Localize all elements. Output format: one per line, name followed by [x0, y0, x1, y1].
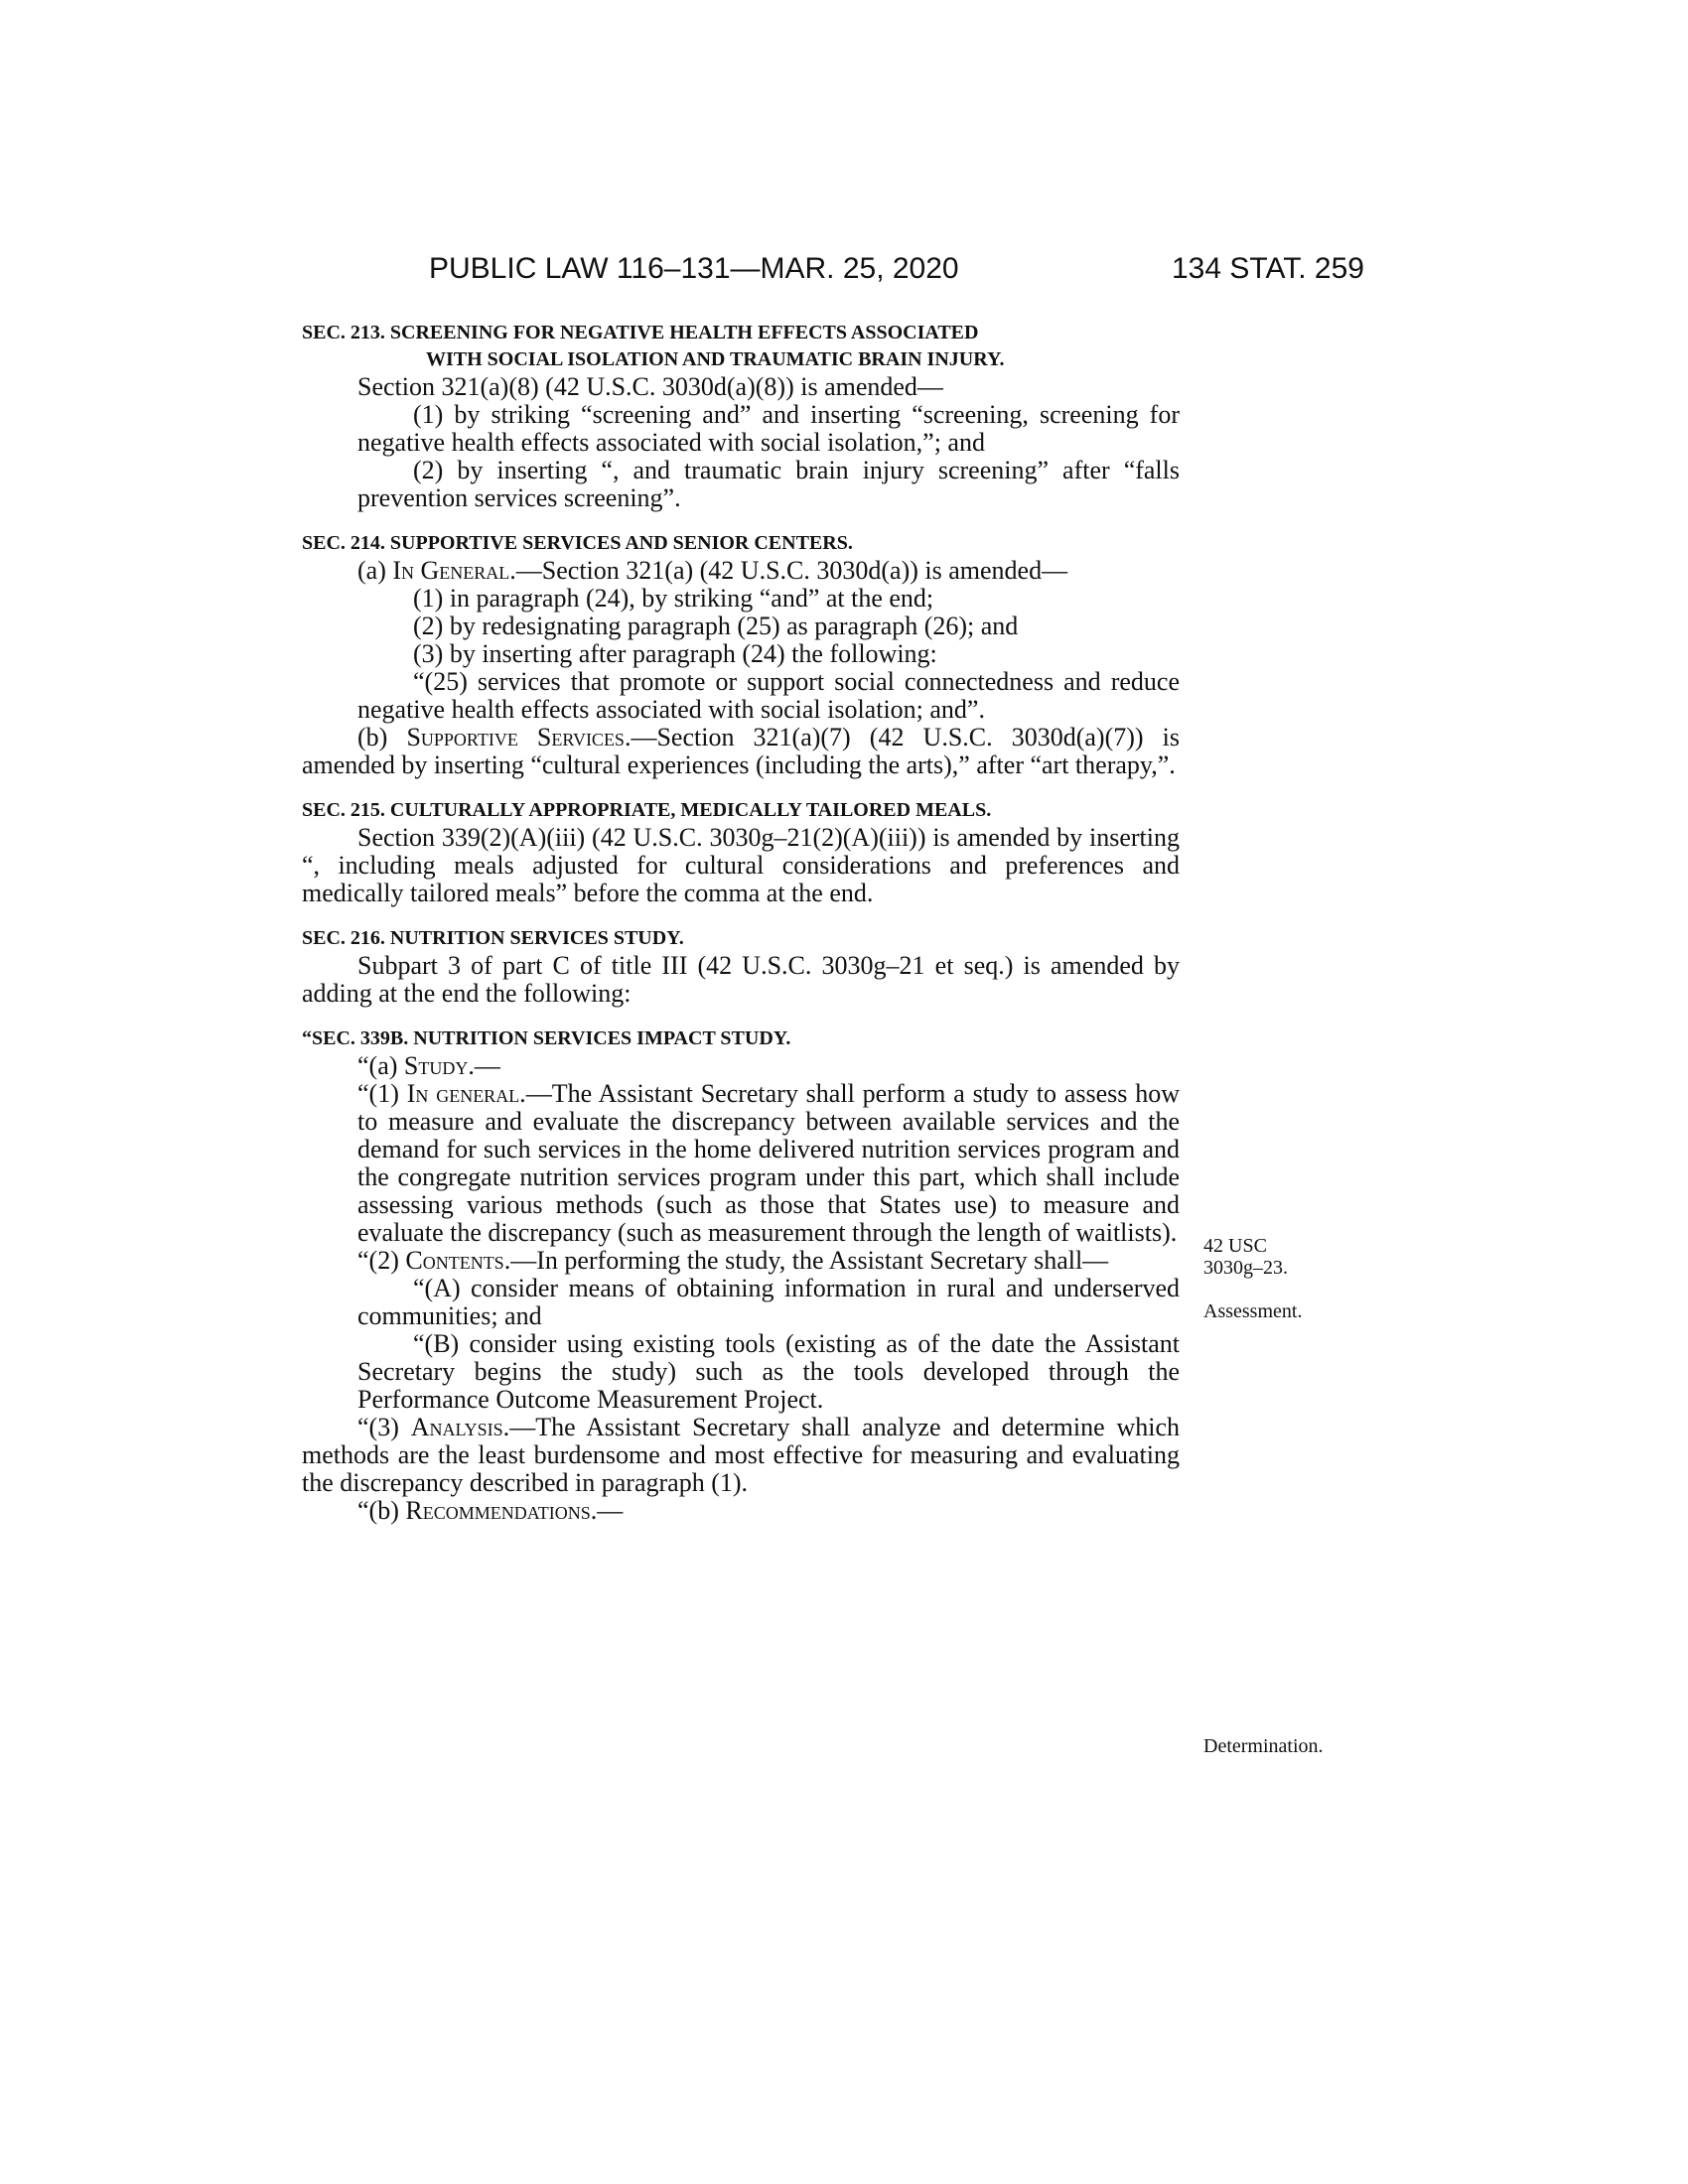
- section-heading-213: [302, 320, 1180, 373]
- paragraph: Section 321(a)(8) (42 U.S.C. 3030d(a)(8)) is amended—: [357, 372, 943, 401]
- heading-line-1: SEC. 213. SCREENING FOR NEGATIVE HEALTH EFFECTS ASSOCIATED: [302, 322, 979, 343]
- paragraph: (a) In General.—Section 321(a) (42 U.S.C. 3030d(a)) is amended—: [357, 556, 1068, 585]
- heading-line-2: WITH SOCIAL ISOLATION AND TRAUMATIC BRAIN INJURY.: [426, 348, 1005, 370]
- subsection-caption: Contents.: [405, 1246, 511, 1275]
- paragraph: “(3) Analysis.—The Assistant Secretary shall analyze and determine which methods are the least burdensome and most effective for measuring and evaluating the discrepancy described in paragraph (1).: [302, 1413, 1181, 1497]
- paragraph: (3) by inserting after paragraph (24) the following:: [413, 639, 937, 668]
- paragraph: “(b) Recommendations.—: [357, 1496, 624, 1525]
- section-heading-214: SEC. 214. SUPPORTIVE SERVICES AND SENIOR CENTERS.: [302, 532, 853, 554]
- paragraph: (2) by redesignating paragraph (25) as paragraph (26); and: [413, 612, 1019, 640]
- section-heading-216: SEC. 216. NUTRITION SERVICES STUDY.: [302, 927, 684, 949]
- document-body: [302, 320, 1180, 1525]
- paragraph: (1) by striking “screening and” and inserting “screening, screening for negative health effects associated with social isolation,”; and: [357, 400, 1180, 457]
- subsection-caption: In General.: [392, 556, 516, 585]
- paragraph: (2) by inserting “, and traumatic brain injury screening” after “falls prevention services screening”.: [357, 456, 1180, 512]
- paragraph: “(A) consider means of obtaining information in rural and underserved communities; and: [357, 1274, 1180, 1330]
- section-heading-215: SEC. 215. CULTURALLY APPROPRIATE, MEDICALLY TAILORED MEALS.: [302, 799, 992, 821]
- page-title: PUBLIC LAW 116–131—MAR. 25, 2020: [429, 252, 959, 285]
- paragraph: “(B) consider using existing tools (existing as of the date the Assistant Secretary begins the study) such as the tools developed through the Performance Outcome Measurement Project.: [357, 1329, 1180, 1414]
- paragraph: (b) Supportive Services.—Section 321(a)(7) (42 U.S.C. 3030d(a)(7)) is amended by inserting “cultural experiences (including the arts),” after “art therapy,”.: [302, 723, 1181, 779]
- subsection-caption: Supportive Services.: [406, 723, 632, 751]
- paragraph: “(2) Contents.—In performing the study, the Assistant Secretary shall—: [357, 1246, 1109, 1275]
- paragraph: (1) in paragraph (24), by striking “and” at the end;: [413, 584, 934, 613]
- margin-note-usc: 42 USC 3030g–23.: [1203, 1235, 1288, 1279]
- quoted-paragraph: “(25) services that promote or support social connectedness and reduce negative health effects associated with social isolation; and”.: [357, 667, 1180, 724]
- paragraph: Subpart 3 of part C of title III (42 U.S.C. 3030g–21 et seq.) is amended by adding at the end the following:: [302, 951, 1180, 1008]
- subsection-caption: Analysis.: [410, 1413, 510, 1441]
- margin-note-determination: Determination.: [1203, 1735, 1324, 1757]
- running-head: [429, 252, 1364, 292]
- section-heading-339b: “SEC. 339B. NUTRITION SERVICES IMPACT STUDY.: [302, 1027, 791, 1049]
- subsection-caption: Study.: [403, 1051, 475, 1080]
- page-number: 134 STAT. 259: [1171, 252, 1364, 285]
- margin-note-assessment: Assessment.: [1203, 1300, 1303, 1322]
- subsection-caption: In general.: [406, 1079, 526, 1108]
- paragraph: “(a) Study.—: [357, 1051, 500, 1080]
- paragraph: “(1) In general.—The Assistant Secretary shall perform a study to assess how to measure and evaluate the discrepancy between available services and the demand for such services in the home delivered nutrition services program and the congregate nutrition services program under this part, which shall include assessing various methods (such as those that States use) to measure and evaluate the discrepancy (such as measurement through the length of waitlists).: [357, 1079, 1180, 1247]
- paragraph: Section 339(2)(A)(iii) (42 U.S.C. 3030g–21(2)(A)(iii)) is amended by inserting “, including meals adjusted for cultural considerations and preferences and medically tailored meals” before the comma at the end.: [302, 823, 1180, 907]
- subsection-caption: Recommendations.: [405, 1496, 598, 1525]
